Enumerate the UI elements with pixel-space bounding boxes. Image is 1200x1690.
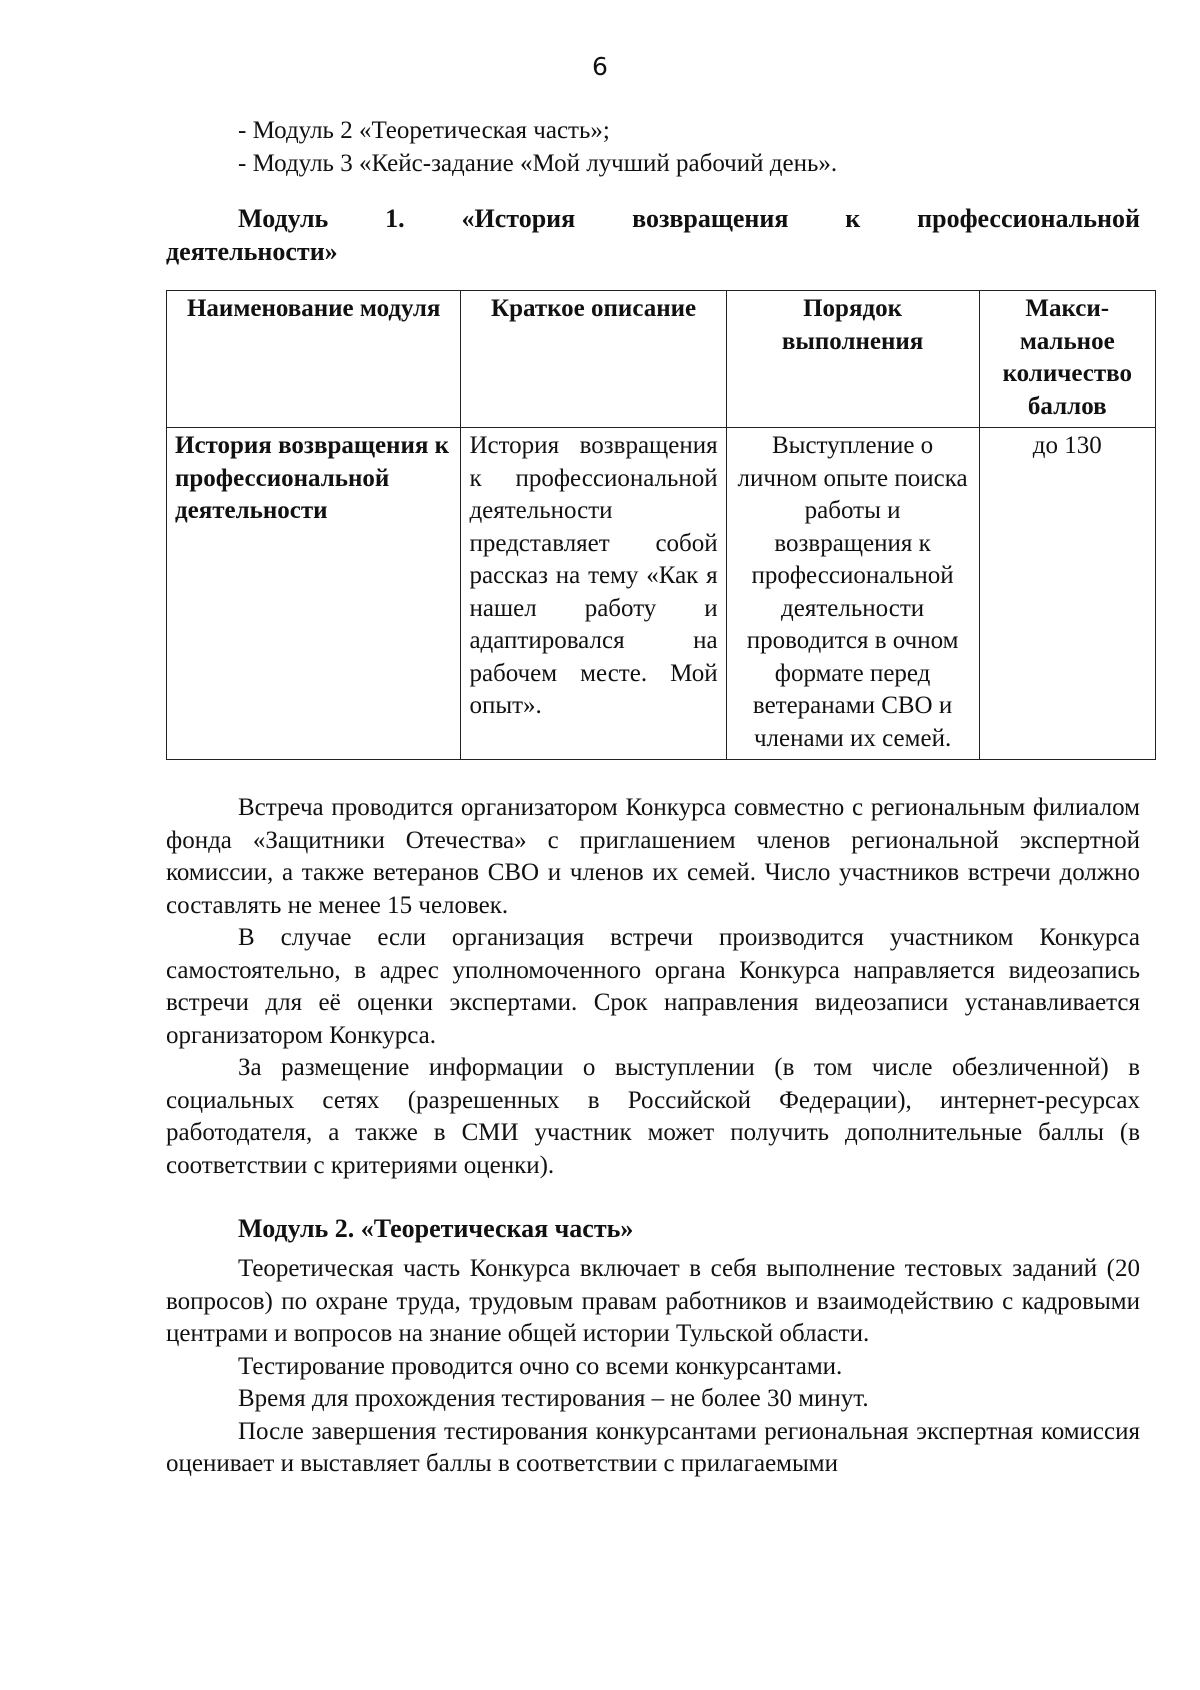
paragraph: За размещение информации о выступлении (в том числе обезличенной) в социальных сетях (разрешенных в Российской Федерации), интернет-ресурсах работодателя, а также в СМИ участник может получить дополнительные баллы (в соответствии с критериями оценки). bbox=[166, 1054, 1140, 1179]
module2-heading: Модуль 2. «Теоретическая часть» bbox=[238, 1214, 634, 1243]
module1-heading bbox=[166, 202, 1140, 268]
header-description: Краткое описание bbox=[461, 291, 726, 428]
paragraph: Встреча проводится организатором Конкурса совместно с региональным филиалом фонда «Защитники Отечества» с приглашением членов региональной экспертной комиссии, а также ветеранов СВО и членов их семей. Число участников встречи должно составлять не менее 15 человек. bbox=[166, 794, 1140, 919]
cell-module-name: История возвращения к профессиональной деятельности bbox=[167, 428, 461, 760]
header-order: Порядок выполнения bbox=[726, 291, 979, 428]
paragraph: Теоретическая часть Конкурса включает в себя выполнение тестовых заданий (20 вопросов) по охране труда, трудовым правам работников и взаимодействию с кадровыми центрами и вопросов на знание общей истории Тульской области. bbox=[166, 1255, 1140, 1347]
heading-word: профессиональной bbox=[917, 204, 1140, 233]
paragraph: Время для прохождения тестирования – не более 30 минут. bbox=[238, 1385, 869, 1412]
heading-word: к bbox=[845, 204, 861, 233]
header-max-points: Макси-мальное количество баллов bbox=[979, 291, 1155, 428]
heading-tail: деятельности» bbox=[166, 237, 338, 266]
cell-order: Выступление о личном опыте поиска работы и возвращения к профессиональной деятельности проводится в очном формате перед ветеранами СВО и членами их семей. bbox=[726, 428, 979, 760]
paragraph: Тестирование проводится очно со всеми конкурсантами. bbox=[238, 1352, 843, 1380]
list-item: - Модуль 3 «Кейс-задание «Мой лучший рабочий день». bbox=[238, 149, 838, 177]
heading-word: возвращения bbox=[632, 204, 789, 233]
list-item: - Модуль 2 «Теоретическая часть»; bbox=[238, 117, 610, 144]
table-row bbox=[167, 428, 1156, 760]
paragraph: В случае если организация встречи производится участником Конкурса самостоятельно, в адрес уполномоченного органа Конкурса направляется видеозапись встречи для её оценки экспертами. Срок направления видеозаписи устанавливается организатором Конкурса. bbox=[166, 924, 1140, 1049]
module1-table bbox=[166, 290, 1156, 760]
heading-word: «История bbox=[461, 204, 576, 233]
page-number: 6 bbox=[592, 52, 608, 81]
cell-max-points: до 130 bbox=[979, 428, 1155, 760]
document-body bbox=[166, 115, 1140, 1481]
paragraph: После завершения тестирования конкурсантами региональная экспертная комиссия оценивает и выставляет баллы в соответствии с прилагаемыми bbox=[166, 1417, 1140, 1477]
heading-word: Модуль bbox=[238, 204, 329, 233]
header-module-name: Наименование модуля bbox=[167, 291, 461, 428]
cell-description: История возвращения к профессиональной деятельности представляет собой рассказ на тему «Как я нашел работу и адаптировался на рабочем месте. Мой опыт». bbox=[461, 428, 726, 760]
heading-word: 1. bbox=[385, 204, 405, 233]
table-header-row bbox=[167, 291, 1156, 428]
